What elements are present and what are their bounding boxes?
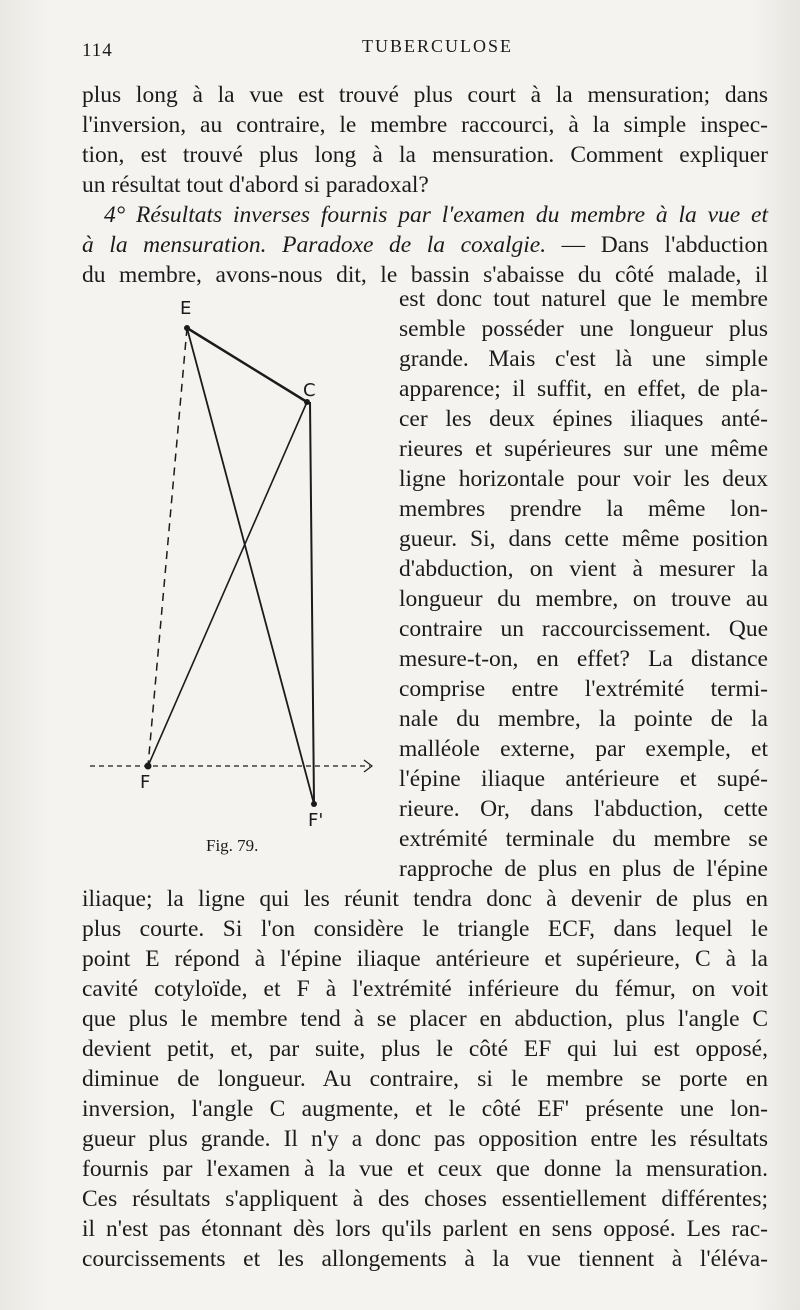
text-line: gueur. Si, dans cette même position [399, 526, 768, 552]
text-line: Ces résultats s'appliquent à des choses essentiellement différentes; [82, 1186, 768, 1212]
page-number: 114 [82, 40, 113, 61]
triangle-diagram [82, 296, 382, 856]
text-line: grande. Mais c'est là une simple [399, 346, 768, 372]
section-heading-continued [82, 230, 768, 260]
text-line: cavité cotyloïde, et F à l'extrémité inférieure du fémur, on voit [82, 976, 768, 1002]
text-line: longueur du membre, on trouve au [399, 586, 768, 612]
text-line: extrémité terminale du membre se [399, 826, 768, 852]
text-line: gueur plus grande. Il n'y a donc pas opposition entre les résultats [82, 1126, 768, 1152]
text-line: mesure-t-on, en effet? La distance [399, 646, 768, 672]
text-line: est donc tout naturel que le membre [399, 286, 768, 312]
text-line: nale du membre, la pointe de la [399, 706, 768, 732]
text-line: comprise entre l'extrémité termi- [399, 676, 768, 702]
text-line: rapproche de plus en plus de l'épine [399, 856, 768, 882]
text-line: rieure. Or, dans l'abduction, cette [399, 796, 768, 822]
text-line: inversion, l'angle C augmente, et le côté EF' présente une lon- [82, 1096, 768, 1122]
text-line: malléole externe, par exemple, et [399, 736, 768, 762]
text-line: plus courte. Si l'on considère le triangle ECF, dans lequel le [82, 916, 768, 942]
text-line: iliaque; la ligne qui les réunit tendra donc à devenir de plus en [82, 886, 768, 912]
text-line: un résultat tout d'abord si paradoxal? [82, 172, 429, 198]
text-line: ligne horizontale pour voir les deux [399, 466, 768, 492]
text-line: l'inversion, au contraire, le membre raccourci, à la simple inspec- [82, 112, 768, 138]
text-line: il n'est pas étonnant dès lors qu'ils parlent en sens opposé. Les rac- [82, 1216, 768, 1242]
text-line: du membre, avons-nous dit, le bassin s'abaisse du côté malade, il [82, 262, 768, 288]
text-line: contraire un raccourcissement. Que [399, 616, 768, 642]
section-heading-title: à la mensuration. Paradoxe de la coxalgie. [82, 232, 547, 258]
text-line: d'abduction, on vient à mesurer la [399, 556, 768, 582]
running-title: TUBERCULOSE [362, 36, 514, 56]
text-line: l'épine iliaque antérieure et supé- [399, 766, 768, 792]
text-line: devient petit, et, par suite, plus le côté EF qui lui est opposé, [82, 1036, 768, 1062]
point-label-f-prime: F' [308, 810, 324, 831]
text-line: plus long à la vue est trouvé plus court à la mensuration; dans [82, 82, 768, 108]
section-heading: 4° Résultats inverses fournis par l'examen du membre à la vue et [104, 202, 768, 228]
point-label-c: C [303, 380, 316, 401]
point-label-e: E [180, 298, 192, 319]
running-head [82, 34, 760, 62]
text-line: rieures et supérieures sur une même [399, 436, 768, 462]
text-line: courcissements et les allongements à la vue tiennent à l'éléva- [82, 1246, 768, 1272]
text-line: cer les deux épines iliaques anté- [399, 406, 768, 432]
text-line: semble posséder une longueur plus [399, 316, 768, 342]
text-line: tion, est trouvé plus long à la mensuration. Comment expliquer [82, 142, 768, 168]
point-label-f: F [140, 772, 151, 793]
text-line: diminue de longueur. Au contraire, si le membre se porte en [82, 1066, 768, 1092]
figure-caption: Fig. 79. [206, 836, 259, 855]
text-line: apparence; il suffit, en effet, de pla- [399, 376, 768, 402]
text-line: membres prendre la même lon- [399, 496, 768, 522]
text-line: point E répond à l'épine iliaque antérieure et supérieure, C à la [82, 946, 768, 972]
text-line: que plus le membre tend à se placer en abduction, plus l'angle C [82, 1006, 768, 1032]
figure-79 [82, 296, 382, 856]
text-line: fournis par l'examen à la vue et ceux que donne la mensuration. [82, 1156, 768, 1182]
section-heading-text: — Dans l'abduction [546, 232, 768, 258]
